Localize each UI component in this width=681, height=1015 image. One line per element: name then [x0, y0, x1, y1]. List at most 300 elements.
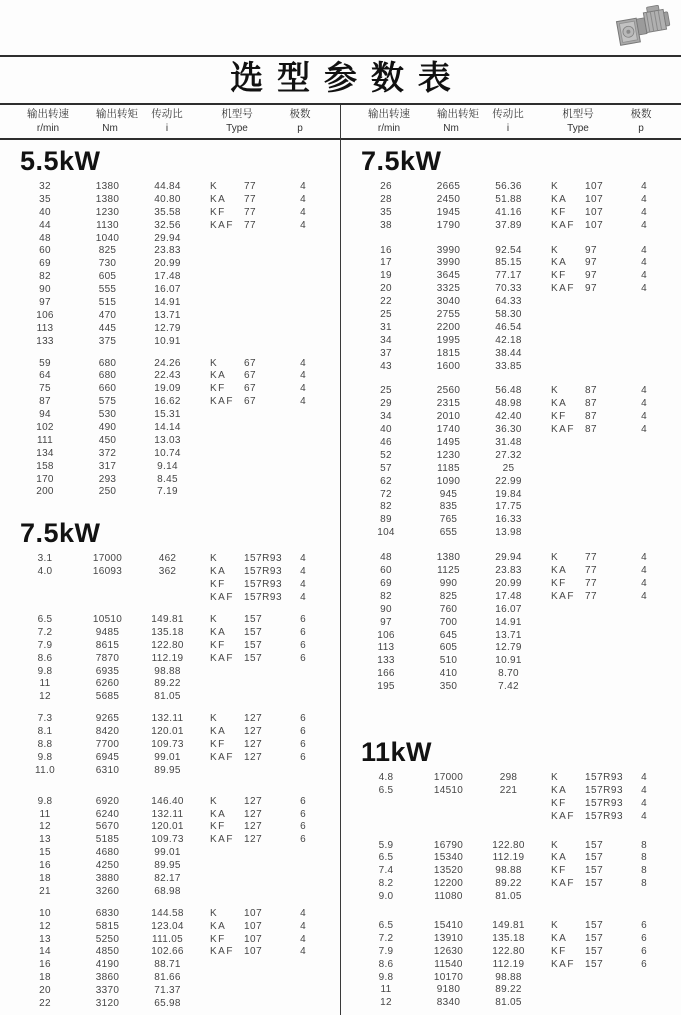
table-row	[0, 739, 340, 752]
table-row	[341, 811, 681, 824]
cell-speed: 17	[380, 257, 392, 269]
cell-ratio: 38.44	[495, 347, 522, 359]
cell-speed: 28	[380, 193, 392, 205]
cell-speed: 21	[39, 885, 51, 897]
cell-torque: 6240	[95, 808, 120, 820]
cell-type-size: 107	[244, 946, 263, 958]
table-header	[0, 103, 681, 140]
cell-ratio: 20.99	[495, 577, 522, 589]
table-row	[0, 181, 340, 194]
cell-torque: 12630	[433, 945, 464, 957]
table-row	[341, 181, 681, 194]
cell-ratio: 17.75	[495, 501, 522, 513]
cell-type-size: 127	[244, 795, 263, 807]
cell-ratio: 10.91	[495, 655, 522, 667]
cell-type-size: 157	[585, 839, 604, 851]
cell-speed: 22	[380, 296, 392, 308]
cell-type-size: 97	[585, 283, 598, 295]
table-row	[0, 409, 340, 422]
cell-torque: 1040	[95, 232, 120, 244]
cell-speed: 25	[380, 385, 392, 397]
table-row	[341, 309, 681, 322]
cell-ratio: 462	[158, 553, 177, 565]
cell-type-size: 77	[244, 206, 257, 218]
power-section	[341, 147, 681, 694]
cell-speed: 200	[36, 486, 54, 498]
cell-type-prefix: KF	[210, 639, 226, 651]
cell-speed: 9.8	[37, 795, 53, 807]
table-row	[0, 821, 340, 834]
cell-ratio: 41.16	[495, 206, 522, 218]
cell-torque: 1185	[437, 462, 460, 474]
table-column-left	[0, 138, 340, 1015]
cell-ratio: 135.18	[151, 626, 184, 638]
cell-speed: 9.8	[37, 665, 53, 677]
cell-ratio: 13.03	[154, 434, 181, 446]
cell-type-size: 107	[585, 219, 604, 231]
cell-type-prefix: KAF	[210, 396, 234, 408]
cell-poles: 4	[641, 283, 647, 295]
table-row	[0, 448, 340, 461]
cell-torque: 410	[439, 668, 458, 680]
cell-ratio: 14.91	[154, 297, 181, 309]
cell-ratio: 42.40	[495, 411, 522, 423]
cell-type-prefix: KF	[551, 797, 567, 809]
cell-ratio: 56.48	[495, 385, 522, 397]
cell-ratio: 112.19	[151, 652, 184, 664]
table-row	[0, 370, 340, 383]
cell-speed: 111	[36, 434, 54, 446]
cell-ratio: 99.01	[154, 751, 181, 763]
cell-speed: 60	[380, 565, 392, 577]
table-row	[341, 604, 681, 617]
col-header-speed: 输出转速	[27, 108, 69, 120]
cell-poles: 4	[641, 181, 647, 192]
table-row	[341, 920, 681, 933]
table-row	[0, 383, 340, 396]
cell-speed: 37	[380, 347, 392, 359]
cell-ratio: 89.95	[154, 860, 181, 872]
ratio-block	[0, 553, 340, 605]
cell-ratio: 109.73	[151, 738, 184, 750]
table-row	[0, 809, 340, 822]
cell-type-prefix: KAF	[551, 424, 575, 436]
table-row	[0, 233, 340, 246]
cell-ratio: 92.54	[495, 244, 522, 256]
cell-poles: 8	[641, 839, 647, 851]
cell-torque: 2200	[436, 321, 461, 333]
cell-speed: 97	[39, 297, 51, 309]
cell-torque: 1740	[436, 424, 461, 436]
cell-speed: 46	[380, 437, 392, 449]
cell-torque: 2010	[436, 411, 461, 423]
cell-poles: 4	[641, 257, 647, 269]
cell-ratio: 89.22	[495, 984, 522, 996]
table-row	[341, 785, 681, 798]
cell-ratio: 362	[158, 566, 177, 578]
cell-type-prefix: KAF	[210, 592, 234, 604]
cell-poles: 4	[300, 933, 306, 945]
table-row	[0, 258, 340, 271]
cell-speed: 38	[380, 219, 392, 231]
cell-type-size: 77	[585, 565, 598, 577]
cell-poles: 6	[300, 808, 306, 820]
table-row	[0, 284, 340, 297]
cell-type-size: 67	[244, 370, 257, 382]
cell-speed: 12	[39, 920, 51, 932]
cell-speed: 133	[377, 655, 395, 667]
cell-ratio: 65.98	[154, 997, 181, 1009]
table-row	[0, 985, 340, 998]
cell-type-prefix: KAF	[210, 751, 234, 763]
cell-type-size: 127	[244, 808, 263, 820]
table-row	[0, 579, 340, 592]
cell-type-size: 127	[244, 726, 263, 738]
cell-torque: 8615	[95, 639, 120, 651]
cell-ratio: 13.71	[154, 309, 181, 321]
cell-type-size: 157	[244, 613, 263, 625]
cell-speed: 13	[39, 834, 51, 846]
cell-type-size: 67	[244, 396, 257, 408]
table-row	[0, 796, 340, 809]
ratio-block	[0, 796, 340, 899]
cell-ratio: 22.43	[154, 370, 181, 382]
table-row	[0, 873, 340, 886]
cell-torque: 1125	[437, 565, 460, 577]
cell-type-size: 107	[585, 181, 604, 192]
table-row	[0, 908, 340, 921]
cell-ratio: 8.45	[157, 473, 178, 485]
cell-torque: 6945	[95, 751, 120, 763]
cell-type-prefix: KAF	[551, 810, 575, 822]
cell-torque: 17000	[92, 553, 123, 565]
table-row	[341, 476, 681, 489]
cell-speed: 48	[380, 552, 392, 564]
table-row	[341, 385, 681, 398]
cell-ratio: 149.81	[151, 613, 184, 625]
table-row	[0, 614, 340, 627]
cell-ratio: 10.74	[154, 447, 181, 459]
cell-type-prefix: KA	[551, 784, 568, 796]
cell-ratio: 48.98	[495, 398, 522, 410]
cell-poles: 6	[300, 834, 306, 846]
cell-speed: 5.9	[378, 839, 394, 851]
table-row	[341, 335, 681, 348]
cell-speed: 94	[39, 409, 51, 421]
cell-type-prefix: KF	[551, 577, 567, 589]
ratio-block	[0, 908, 340, 1011]
cell-speed: 69	[380, 577, 392, 589]
cell-speed: 166	[377, 668, 395, 680]
cell-poles: 4	[641, 771, 647, 783]
cell-torque: 9180	[436, 984, 461, 996]
cell-torque: 16790	[433, 839, 464, 851]
cell-torque: 7700	[95, 738, 120, 750]
table-row	[0, 271, 340, 284]
table-row	[341, 798, 681, 811]
cell-poles: 6	[641, 958, 647, 970]
cell-type-size: 77	[244, 193, 257, 205]
cell-type-prefix: KAF	[210, 652, 234, 664]
cell-torque: 760	[439, 603, 458, 615]
table-row	[0, 207, 340, 220]
cell-ratio: 42.18	[495, 334, 522, 346]
cell-torque: 3370	[95, 985, 120, 997]
table-row	[341, 207, 681, 220]
cell-speed: 11	[39, 678, 51, 690]
cell-speed: 7.3	[37, 713, 53, 725]
cell-ratio: 35.58	[154, 206, 181, 218]
cell-type-size: 157	[585, 919, 604, 931]
table-row	[341, 501, 681, 514]
cell-speed: 90	[380, 603, 392, 615]
table-row	[0, 886, 340, 899]
table-row	[341, 617, 681, 630]
cell-type-size: 127	[244, 834, 263, 846]
ratio-block	[341, 552, 681, 694]
cell-type-prefix: KF	[210, 738, 226, 750]
cell-type-prefix: KA	[551, 193, 568, 205]
cell-ratio: 132.11	[151, 713, 184, 725]
table-row	[0, 461, 340, 474]
cell-ratio: 9.14	[157, 460, 178, 472]
power-section	[341, 738, 681, 1010]
table-row	[341, 772, 681, 785]
cell-ratio: 16.33	[495, 514, 522, 526]
cell-torque: 15340	[433, 852, 464, 864]
col-unit-poles: p	[638, 123, 644, 134]
cell-type-size: 157R93	[585, 784, 624, 796]
col-unit-type: Type	[567, 123, 589, 134]
cell-poles: 4	[300, 920, 306, 932]
cell-torque: 1230	[95, 206, 120, 218]
table-row	[341, 933, 681, 946]
cell-ratio: 58.30	[495, 309, 522, 321]
cell-type-size: 157R93	[244, 566, 283, 578]
table-row	[341, 322, 681, 335]
table-row	[341, 270, 681, 283]
cell-type-size: 157	[585, 932, 604, 944]
cell-ratio: 19.09	[154, 383, 181, 395]
cell-ratio: 81.05	[495, 997, 522, 1009]
cell-ratio: 7.19	[157, 486, 178, 498]
cell-type-prefix: KAF	[210, 219, 234, 231]
ratio-block	[341, 920, 681, 1010]
cell-torque: 7870	[95, 652, 120, 664]
table-row	[341, 257, 681, 270]
cell-ratio: 36.30	[495, 424, 522, 436]
cell-type-size: 87	[585, 398, 598, 410]
cell-speed: 60	[39, 245, 51, 257]
cell-ratio: 112.19	[492, 852, 525, 864]
cell-ratio: 17.48	[495, 590, 522, 602]
cell-ratio: 13.98	[495, 527, 522, 539]
cell-ratio: 25	[502, 462, 515, 474]
cell-type-size: 77	[585, 552, 598, 564]
cell-poles: 4	[300, 396, 306, 408]
cell-type-size: 77	[585, 590, 598, 602]
cell-ratio: 82.17	[154, 872, 181, 884]
table-row	[341, 245, 681, 258]
cell-torque: 11540	[434, 958, 463, 970]
cell-torque: 375	[98, 335, 117, 347]
table-row	[0, 972, 340, 985]
cell-torque: 945	[439, 488, 458, 500]
cell-type-prefix: K	[210, 357, 219, 369]
table-row	[0, 323, 340, 336]
ratio-block	[0, 713, 340, 777]
cell-ratio: 7.42	[498, 681, 519, 693]
header-row-units	[0, 122, 340, 135]
table-header-right	[340, 105, 681, 138]
table-row	[341, 283, 681, 296]
cell-speed: 87	[39, 396, 51, 408]
cell-speed: 195	[377, 681, 395, 693]
cell-ratio: 29.94	[495, 552, 522, 564]
cell-type-size: 77	[244, 181, 257, 192]
cell-speed: 7.9	[37, 639, 53, 651]
cell-poles: 4	[641, 411, 647, 423]
cell-poles: 4	[641, 424, 647, 436]
col-unit-torque: Nm	[102, 123, 118, 134]
cell-type-prefix: KF	[551, 411, 567, 423]
cell-speed: 158	[36, 460, 54, 472]
table-row	[341, 194, 681, 207]
cell-torque: 8340	[436, 997, 461, 1009]
cell-speed: 7.2	[378, 932, 394, 944]
cell-type-size: 157R93	[244, 553, 283, 565]
cell-type-prefix: KA	[210, 726, 227, 738]
cell-type-size: 107	[244, 907, 263, 919]
cell-speed: 35	[39, 193, 51, 205]
cell-torque: 490	[98, 422, 117, 434]
cell-poles: 6	[300, 738, 306, 750]
cell-poles: 4	[641, 577, 647, 589]
cell-speed: 134	[36, 447, 54, 459]
table-row	[341, 552, 681, 565]
cell-speed: 12	[380, 997, 392, 1009]
table-row	[341, 972, 681, 985]
cell-speed: 106	[377, 629, 395, 641]
cell-poles: 4	[300, 219, 306, 231]
cell-ratio: 44.84	[154, 181, 181, 192]
cell-type-prefix: KAF	[551, 283, 575, 295]
cell-ratio: 51.88	[495, 193, 522, 205]
table-row	[0, 847, 340, 860]
col-header-type: 机型号	[562, 108, 594, 120]
cell-torque: 3990	[436, 244, 461, 256]
cell-type-prefix: KF	[551, 865, 567, 877]
ratio-block	[341, 840, 681, 904]
col-header-poles: 极数	[289, 108, 311, 120]
cell-torque: 6260	[95, 678, 120, 690]
cell-type-size: 67	[244, 357, 257, 369]
cell-speed: 40	[380, 424, 392, 436]
cell-speed: 104	[377, 527, 395, 539]
cell-speed: 11	[380, 984, 392, 996]
cell-ratio: 19.84	[495, 488, 522, 500]
cell-speed: 18	[39, 872, 51, 884]
cell-speed: 20	[39, 985, 51, 997]
cell-speed: 31	[380, 321, 392, 333]
cell-ratio: 40.80	[154, 193, 181, 205]
cell-torque: 6310	[95, 764, 120, 776]
table-row	[0, 726, 340, 739]
table-row	[0, 834, 340, 847]
cell-poles: 8	[641, 878, 647, 890]
cell-ratio: 112.19	[492, 958, 525, 970]
cell-torque: 1495	[436, 437, 461, 449]
col-unit-torque: Nm	[443, 123, 459, 134]
ratio-block	[341, 772, 681, 824]
cell-torque: 660	[98, 383, 117, 395]
power-rating-heading: 5.5kW	[20, 146, 101, 176]
table-row	[341, 891, 681, 904]
cell-ratio: 32.56	[154, 219, 181, 231]
cell-type-size: 87	[585, 385, 598, 397]
cell-torque: 1090	[436, 475, 461, 487]
cell-torque: 825	[439, 590, 458, 602]
cell-speed: 64	[39, 370, 51, 382]
cell-ratio: 8.70	[498, 668, 519, 680]
cell-speed: 133	[36, 335, 54, 347]
cell-type-prefix: K	[551, 919, 560, 931]
cell-type-prefix: KF	[551, 945, 567, 957]
cell-ratio: 37.89	[495, 219, 522, 231]
cell-type-prefix: KF	[210, 933, 226, 945]
cell-type-prefix: KA	[551, 565, 568, 577]
table-row	[0, 486, 340, 499]
cell-torque: 13520	[433, 865, 464, 877]
cell-type-prefix: KA	[210, 370, 227, 382]
cell-torque: 1790	[436, 219, 461, 231]
cell-speed: 11.0	[35, 764, 55, 776]
table-row	[341, 220, 681, 233]
cell-type-size: 127	[244, 821, 263, 833]
cell-type-size: 157R93	[585, 797, 624, 809]
cell-type-size: 107	[244, 933, 263, 945]
cell-ratio: 13.71	[495, 629, 522, 641]
cell-poles: 4	[300, 907, 306, 919]
cell-type-prefix: K	[551, 771, 560, 783]
cell-type-prefix: KF	[210, 206, 226, 218]
col-header-torque: 输出转矩	[437, 108, 479, 120]
cell-type-prefix: K	[210, 795, 219, 807]
cell-ratio: 70.33	[495, 283, 522, 295]
cell-torque: 3990	[436, 257, 461, 269]
cell-ratio: 132.11	[151, 808, 184, 820]
cell-speed: 10	[39, 907, 51, 919]
cell-poles: 8	[641, 865, 647, 877]
cell-torque: 6935	[95, 665, 120, 677]
cell-poles: 4	[641, 244, 647, 256]
cell-speed: 106	[36, 309, 54, 321]
cell-ratio: 31.48	[495, 437, 522, 449]
cell-ratio: 149.81	[492, 919, 525, 931]
power-section	[0, 519, 340, 1011]
cell-torque: 9265	[95, 713, 120, 725]
table-row	[0, 566, 340, 579]
table-row	[341, 450, 681, 463]
table-row	[341, 984, 681, 997]
cell-speed: 8.2	[378, 878, 394, 890]
cell-type-prefix: KA	[551, 932, 568, 944]
table-row	[0, 627, 340, 640]
table-row	[0, 358, 340, 371]
cell-speed: 8.6	[378, 958, 394, 970]
cell-type-prefix: K	[210, 181, 219, 192]
cell-type-size: 67	[244, 383, 257, 395]
